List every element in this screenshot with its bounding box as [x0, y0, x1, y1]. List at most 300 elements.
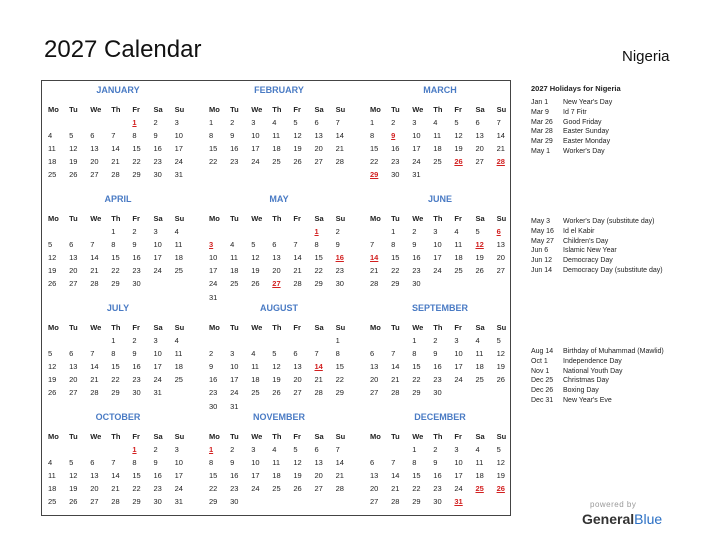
- day-cell: 19: [293, 144, 302, 154]
- day-cell: 22: [132, 157, 141, 167]
- day-cell: 21: [335, 144, 344, 154]
- day-cell: 26: [69, 497, 78, 507]
- day-cell: 22: [391, 266, 400, 276]
- weekday-header: Sa: [153, 323, 163, 332]
- day-cell: 4: [48, 458, 53, 468]
- day-cell: 17: [251, 144, 260, 154]
- empty-cell: [65, 334, 86, 347]
- day-cell: 21: [314, 375, 323, 385]
- day-cell: 29: [335, 388, 344, 398]
- day-cell: 31: [209, 292, 218, 302]
- holiday-name: Easter Monday: [563, 138, 611, 146]
- holiday-row: [531, 367, 681, 377]
- day-cell: 17: [412, 144, 421, 154]
- weekday-header: We: [412, 105, 424, 114]
- day-cell: 14: [335, 131, 344, 141]
- day-cell: 22: [335, 375, 344, 385]
- day-cell: 20: [90, 484, 99, 494]
- holiday-date: Dec 26: [531, 387, 554, 395]
- day-cell: 21: [111, 484, 120, 494]
- month-may: [205, 193, 353, 304]
- day-cell: 31: [174, 170, 183, 180]
- day-cell: 21: [391, 375, 400, 385]
- weekday-header: Fr: [293, 105, 301, 114]
- day-cell: 14: [111, 144, 120, 154]
- day-cell: 8: [370, 131, 375, 141]
- month-name: DECEMBER: [414, 412, 466, 422]
- day-cell: 4: [454, 227, 459, 237]
- day-cell: 12: [251, 253, 260, 263]
- holiday-date: Mar 26: [531, 118, 553, 126]
- day-cell: 21: [370, 266, 379, 276]
- holiday-name: Easter Sunday: [563, 128, 609, 136]
- day-cell: 18: [251, 375, 260, 385]
- day-cell: 11: [272, 458, 281, 468]
- day-cell: 9: [230, 131, 235, 141]
- day-cell: 22: [132, 484, 141, 494]
- day-cell: 29: [111, 388, 120, 398]
- weekday-header: Su: [496, 214, 507, 223]
- day-cell: 4: [272, 445, 277, 455]
- day-cell: 23: [209, 388, 218, 398]
- day-cell: 25: [174, 266, 183, 276]
- weekday-header: Su: [496, 323, 507, 332]
- day-cell: 25: [48, 497, 57, 507]
- day-cell: 28: [90, 388, 99, 398]
- day-cell: 10: [454, 458, 463, 468]
- holiday-date: May 27: [531, 237, 554, 245]
- weekday-header: Th: [433, 105, 443, 114]
- weekday-header: Sa: [153, 432, 163, 441]
- day-cell: 14: [335, 458, 344, 468]
- day-cell: 19: [496, 471, 505, 481]
- day-cell: 5: [454, 118, 459, 128]
- holiday-row: [531, 246, 681, 256]
- day-cell: 18: [475, 362, 484, 372]
- day-cell: 12: [69, 471, 78, 481]
- weekday-header: Th: [272, 432, 282, 441]
- day-cell: 2: [153, 445, 158, 455]
- holiday-day-cell: 28: [496, 157, 505, 167]
- day-cell: 31: [153, 388, 162, 398]
- weekday-header: Th: [111, 323, 121, 332]
- holiday-date: Mar 9: [531, 108, 549, 116]
- day-cell: 18: [48, 157, 57, 167]
- day-cell: 20: [293, 375, 302, 385]
- day-cell: 26: [272, 388, 281, 398]
- day-cell: 15: [209, 471, 218, 481]
- day-cell: 22: [314, 266, 323, 276]
- weekday-header: We: [251, 105, 263, 114]
- holiday-day-cell: 1: [132, 118, 137, 128]
- day-cell: 15: [132, 471, 141, 481]
- day-cell: 29: [132, 497, 141, 507]
- day-cell: 6: [69, 240, 74, 250]
- day-cell: 29: [391, 279, 400, 289]
- weekday-header: Su: [174, 105, 185, 114]
- day-cell: 15: [412, 471, 421, 481]
- empty-cell: [205, 334, 226, 347]
- day-cell: 18: [272, 144, 281, 154]
- day-cell: 18: [174, 253, 183, 263]
- day-cell: 21: [90, 266, 99, 276]
- day-cell: 7: [293, 240, 298, 250]
- month-name: AUGUST: [260, 303, 298, 313]
- day-cell: 1: [111, 336, 116, 346]
- day-cell: 25: [475, 375, 484, 385]
- day-cell: 29: [209, 497, 218, 507]
- day-cell: 27: [90, 170, 99, 180]
- day-cell: 9: [433, 349, 438, 359]
- weekday-header: Su: [335, 214, 346, 223]
- day-cell: 9: [153, 458, 158, 468]
- day-cell: 20: [370, 484, 379, 494]
- day-cell: 4: [475, 336, 480, 346]
- day-cell: 10: [174, 458, 183, 468]
- day-cell: 8: [314, 240, 319, 250]
- day-cell: 29: [111, 279, 120, 289]
- day-cell: 6: [272, 240, 277, 250]
- holiday-date: May 16: [531, 227, 554, 235]
- day-cell: 5: [69, 458, 74, 468]
- day-cell: 4: [230, 240, 235, 250]
- holiday-date: Aug 14: [531, 348, 554, 355]
- holiday-date: Jun 6: [531, 247, 549, 255]
- month-april: [44, 193, 192, 291]
- weekday-header: Su: [335, 105, 346, 114]
- day-cell: 25: [433, 157, 442, 167]
- day-cell: 28: [335, 484, 344, 494]
- holiday-day-cell: 27: [272, 279, 281, 289]
- day-cell: 18: [272, 471, 281, 481]
- day-cell: 24: [454, 484, 463, 494]
- weekday-header: Mo: [209, 214, 220, 223]
- day-cell: 28: [90, 279, 99, 289]
- day-cell: 27: [90, 497, 99, 507]
- brand-general: General: [582, 511, 635, 527]
- weekday-header: Sa: [314, 432, 324, 441]
- weekday-header: We: [251, 214, 263, 223]
- day-cell: 24: [454, 375, 463, 385]
- month-name: MARCH: [423, 85, 457, 95]
- holiday-day-cell: 29: [370, 170, 379, 180]
- weekday-header: Sa: [314, 214, 324, 223]
- weekday-header: Tu: [69, 105, 78, 114]
- day-cell: 5: [251, 240, 256, 250]
- weekday-header: Fr: [454, 323, 462, 332]
- day-cell: 26: [69, 170, 78, 180]
- weekday-header: Fr: [454, 105, 462, 114]
- day-cell: 6: [314, 445, 319, 455]
- empty-cell: [86, 225, 107, 238]
- day-cell: 13: [496, 240, 505, 250]
- day-cell: 16: [230, 144, 239, 154]
- day-cell: 19: [48, 375, 57, 385]
- day-cell: 19: [454, 144, 463, 154]
- day-cell: 14: [90, 362, 99, 372]
- day-cell: 11: [230, 253, 238, 263]
- day-cell: 8: [209, 458, 214, 468]
- holiday-row: [531, 386, 681, 396]
- day-cell: 2: [132, 227, 137, 237]
- day-cell: 12: [69, 144, 78, 154]
- weekday-header: Su: [174, 323, 185, 332]
- holiday-name: Democracy Day (substitute day): [563, 266, 663, 274]
- empty-cell: [226, 225, 247, 238]
- day-cell: 14: [391, 362, 400, 372]
- day-cell: 2: [391, 118, 396, 128]
- day-cell: 27: [475, 157, 484, 167]
- day-cell: 10: [412, 131, 421, 141]
- day-cell: 11: [174, 349, 183, 359]
- day-cell: 15: [209, 144, 218, 154]
- day-cell: 15: [335, 362, 344, 372]
- day-cell: 25: [230, 279, 239, 289]
- month-november: [205, 411, 353, 509]
- weekday-header: We: [90, 105, 102, 114]
- holiday-date: May 1: [531, 147, 551, 155]
- day-cell: 5: [293, 118, 298, 128]
- day-cell: 19: [48, 266, 57, 276]
- generalblue-logo[interactable]: [582, 511, 662, 527]
- day-cell: 15: [391, 253, 400, 263]
- day-cell: 3: [454, 445, 459, 455]
- day-cell: 24: [153, 375, 162, 385]
- day-cell: 13: [90, 144, 99, 154]
- day-cell: 18: [174, 362, 183, 372]
- day-cell: 30: [230, 497, 239, 507]
- day-cell: 21: [496, 144, 505, 154]
- month-january: [44, 84, 192, 182]
- day-cell: 25: [48, 170, 57, 180]
- day-cell: 8: [391, 240, 396, 250]
- day-cell: 7: [335, 445, 340, 455]
- day-cell: 25: [272, 157, 281, 167]
- holiday-day-cell: 31: [454, 497, 463, 507]
- day-cell: 20: [69, 375, 78, 385]
- day-cell: 12: [48, 253, 57, 263]
- day-cell: 27: [370, 497, 379, 507]
- day-cell: 1: [209, 118, 214, 128]
- day-cell: 20: [496, 253, 505, 263]
- day-cell: 31: [230, 401, 239, 411]
- month-june: [366, 193, 514, 291]
- empty-cell: [44, 443, 65, 456]
- day-cell: 6: [69, 349, 74, 359]
- day-cell: 5: [272, 349, 277, 359]
- day-cell: 19: [475, 253, 484, 263]
- month-name: JULY: [106, 303, 130, 313]
- day-cell: 11: [48, 471, 56, 481]
- weekday-header: Su: [496, 105, 507, 114]
- day-cell: 25: [272, 484, 281, 494]
- day-cell: 14: [496, 131, 505, 141]
- day-cell: 15: [370, 144, 379, 154]
- day-cell: 30: [433, 497, 442, 507]
- empty-cell: [268, 225, 289, 238]
- month-name: FEBRUARY: [254, 85, 304, 95]
- day-cell: 9: [132, 349, 137, 359]
- day-cell: 20: [475, 144, 484, 154]
- day-cell: 20: [272, 266, 281, 276]
- day-cell: 11: [48, 144, 56, 154]
- brand-blue: Blue: [634, 511, 663, 527]
- weekday-header: Tu: [69, 214, 78, 223]
- day-cell: 22: [209, 484, 218, 494]
- weekday-header: Sa: [153, 105, 163, 114]
- holiday-row: [531, 376, 681, 386]
- holiday-name: Id el Kabir: [563, 227, 595, 235]
- day-cell: 10: [433, 240, 442, 250]
- day-cell: 18: [48, 484, 57, 494]
- holiday-name: New Year's Day: [563, 99, 613, 106]
- weekday-header: Sa: [475, 432, 485, 441]
- day-cell: 15: [132, 144, 141, 154]
- day-cell: 16: [230, 471, 239, 481]
- day-cell: 27: [69, 388, 78, 398]
- sidebar-title: 2027 Holidays for Nigeria: [531, 84, 621, 93]
- day-cell: 7: [335, 118, 340, 128]
- day-cell: 13: [370, 471, 379, 481]
- day-cell: 20: [370, 375, 379, 385]
- day-cell: 8: [209, 131, 214, 141]
- day-cell: 24: [433, 266, 442, 276]
- day-cell: 28: [111, 497, 120, 507]
- day-cell: 7: [314, 349, 319, 359]
- day-cell: 21: [391, 484, 400, 494]
- weekday-header: Th: [111, 214, 121, 223]
- day-cell: 16: [132, 362, 141, 372]
- day-cell: 3: [230, 349, 235, 359]
- day-cell: 2: [209, 349, 214, 359]
- day-cell: 17: [433, 253, 442, 263]
- day-cell: 2: [153, 118, 158, 128]
- page-title: 2027 Calendar: [44, 36, 202, 63]
- day-cell: 13: [370, 362, 379, 372]
- day-cell: 18: [475, 471, 484, 481]
- holiday-name: Worker's Day: [563, 147, 605, 155]
- day-cell: 18: [433, 144, 442, 154]
- day-cell: 3: [174, 445, 179, 455]
- day-cell: 24: [230, 388, 239, 398]
- day-cell: 13: [314, 458, 323, 468]
- holiday-row: [531, 357, 681, 367]
- day-cell: 24: [174, 484, 183, 494]
- holiday-row: [531, 98, 681, 108]
- day-cell: 12: [272, 362, 281, 372]
- day-cell: 30: [433, 388, 442, 398]
- day-cell: 11: [272, 131, 281, 141]
- day-cell: 27: [314, 157, 323, 167]
- holiday-date: Jun 12: [531, 257, 553, 265]
- month-august: [205, 302, 353, 413]
- day-cell: 2: [230, 118, 235, 128]
- powered-by-text: powered by: [590, 500, 637, 509]
- day-cell: 4: [433, 118, 438, 128]
- empty-cell: [107, 116, 128, 129]
- weekday-header: Fr: [454, 214, 462, 223]
- day-cell: 24: [209, 279, 218, 289]
- weekday-header: Mo: [48, 323, 59, 332]
- weekday-header: Mo: [209, 105, 220, 114]
- holiday-row: [531, 256, 681, 266]
- day-cell: 10: [230, 362, 239, 372]
- day-cell: 24: [174, 157, 183, 167]
- day-cell: 26: [496, 375, 505, 385]
- day-cell: 5: [293, 445, 298, 455]
- day-cell: 13: [314, 131, 323, 141]
- day-cell: 8: [132, 458, 137, 468]
- empty-cell: [387, 443, 408, 456]
- day-cell: 14: [90, 253, 99, 263]
- day-cell: 29: [412, 388, 421, 398]
- day-cell: 31: [174, 497, 183, 507]
- holiday-group: [531, 347, 681, 406]
- day-cell: 10: [153, 349, 162, 359]
- day-cell: 15: [412, 362, 421, 372]
- day-cell: 25: [251, 388, 260, 398]
- weekday-header: We: [412, 432, 424, 441]
- weekday-header: Th: [111, 105, 121, 114]
- day-cell: 6: [370, 349, 375, 359]
- day-cell: 23: [433, 484, 442, 494]
- day-cell: 23: [132, 266, 141, 276]
- day-cell: 27: [69, 279, 78, 289]
- day-cell: 22: [111, 375, 120, 385]
- day-cell: 19: [293, 471, 302, 481]
- day-cell: 7: [496, 118, 501, 128]
- day-cell: 22: [412, 484, 421, 494]
- weekday-header: Tu: [230, 214, 239, 223]
- day-cell: 10: [454, 349, 463, 359]
- day-cell: 7: [90, 349, 95, 359]
- empty-cell: [44, 225, 65, 238]
- day-cell: 19: [69, 157, 78, 167]
- weekday-header: Tu: [230, 323, 239, 332]
- day-cell: 5: [496, 336, 501, 346]
- day-cell: 20: [90, 157, 99, 167]
- day-cell: 1: [412, 336, 417, 346]
- weekday-header: Sa: [475, 214, 485, 223]
- day-cell: 27: [370, 388, 379, 398]
- empty-cell: [289, 334, 310, 347]
- weekday-header: Sa: [475, 323, 485, 332]
- day-cell: 26: [293, 484, 302, 494]
- day-cell: 22: [111, 266, 120, 276]
- day-cell: 27: [496, 266, 505, 276]
- day-cell: 11: [174, 240, 183, 250]
- day-cell: 17: [209, 266, 218, 276]
- day-cell: 6: [475, 118, 480, 128]
- day-cell: 23: [433, 375, 442, 385]
- day-cell: 1: [412, 445, 417, 455]
- weekday-header: Fr: [293, 432, 301, 441]
- day-cell: 22: [209, 157, 218, 167]
- weekday-header: Tu: [391, 432, 400, 441]
- holiday-day-cell: 9: [391, 131, 396, 141]
- weekday-header: Fr: [132, 323, 140, 332]
- weekday-header: Fr: [293, 214, 301, 223]
- day-cell: 20: [314, 144, 323, 154]
- holiday-row: [531, 266, 681, 276]
- weekday-header: We: [251, 323, 263, 332]
- day-cell: 30: [412, 279, 421, 289]
- day-cell: 8: [412, 458, 417, 468]
- day-cell: 15: [314, 253, 323, 263]
- empty-cell: [44, 334, 65, 347]
- weekday-header: Fr: [132, 432, 140, 441]
- day-cell: 12: [496, 349, 505, 359]
